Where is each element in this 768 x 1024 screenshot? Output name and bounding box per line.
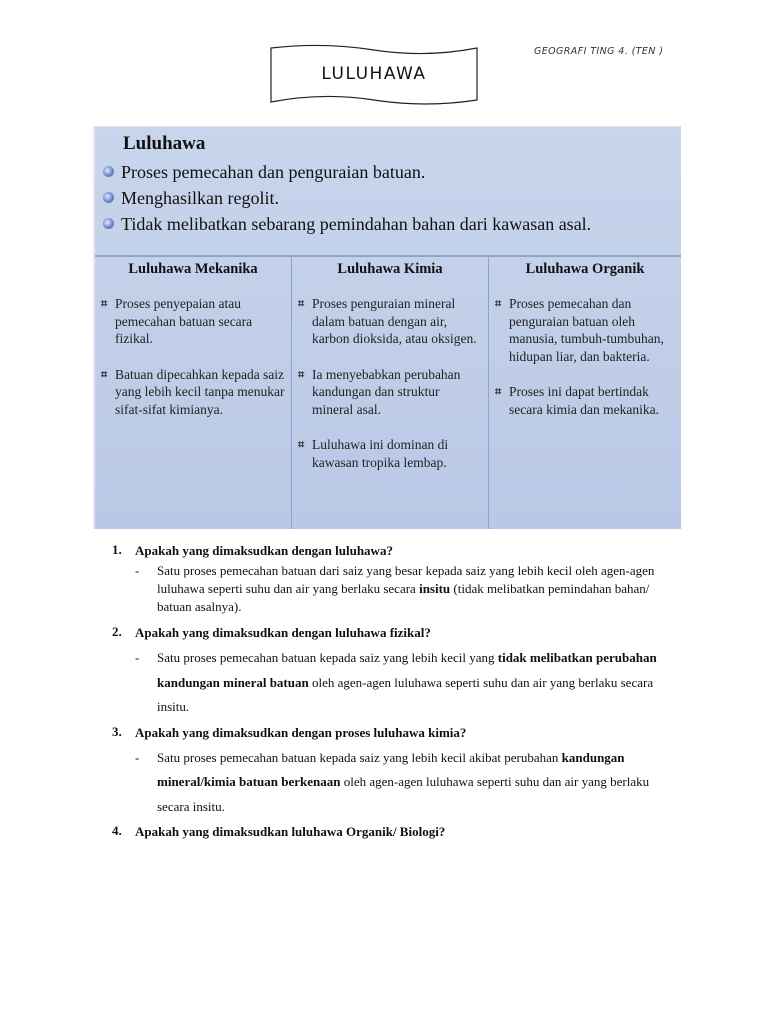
list-item-text: Proses ini dapat bertindak secara kimia dan mekanika. — [509, 384, 659, 417]
luluhawa-summary-panel — [93, 126, 681, 529]
summary-bullet-list — [101, 159, 591, 237]
hash-bullet-icon: ⌗ — [298, 439, 305, 451]
list-item-text: Proses penguraian mineral dalam batuan dengan air, karbon dioksida, atau oksigen. — [312, 296, 477, 346]
list-item — [495, 383, 677, 418]
answer-part: oleh agen-agen luluhawa seperti suhu dan air yang berlaku secara insitu. — [157, 774, 650, 814]
summary-bullet — [101, 185, 591, 211]
panel-heading: Luluhawa — [123, 133, 206, 154]
list-item-text: Luluhawa ini dominan di kawasan tropika lembap. — [312, 437, 449, 470]
column-title: Luluhawa Organik — [525, 261, 645, 277]
weathering-types-table — [95, 257, 681, 529]
summary-bullet — [101, 159, 591, 185]
question-number: 4. — [112, 823, 122, 838]
answer-part: Satu proses pemecahan batuan kepada saiz yang lebih kecil yang — [157, 650, 498, 665]
summary-bullet-text: Proses pemecahan dan penguraian batuan. — [121, 162, 426, 182]
question-text: Apakah yang dimaksudkan luluhawa Organik/ Biologi? — [135, 824, 446, 839]
answer-emphasis: tidak melibatkan perubahan kandungan mineral batuan — [157, 650, 657, 690]
header-note: GEOGRAFI TING 4. (TEN ) — [534, 46, 664, 57]
question-item — [112, 724, 682, 820]
answer-part: oleh agen-agen luluhawa seperti suhu dan air yang berlaku secara insitu. — [157, 674, 654, 714]
hash-bullet-icon: ⌗ — [495, 298, 502, 310]
list-item — [101, 295, 287, 348]
panel-summary — [95, 127, 681, 255]
title-banner — [268, 42, 480, 108]
list-item — [298, 295, 484, 348]
answer-text — [135, 746, 682, 820]
answer-part: Satu proses pemecahan batuan kepada saiz yang lebih kecil akibat perubahan — [157, 749, 562, 765]
answer-text — [135, 646, 682, 720]
list-item — [495, 295, 677, 365]
column-item-list — [495, 295, 677, 436]
summary-bullet-text: Tidak melibatkan sebarang pemindahan bahan dari kawasan asal. — [121, 214, 592, 234]
answer-text — [135, 562, 682, 616]
question-text: Apakah yang dimaksudkan dengan proses luluhawa kimia? — [135, 724, 467, 740]
list-item-text: Proses penyepaian atau pemecahan batuan secara fizikal. — [115, 296, 253, 346]
question-number: 1. — [112, 542, 122, 557]
question-item — [112, 823, 682, 841]
round-bullet-icon — [103, 166, 114, 177]
question-item — [112, 624, 682, 720]
column-item-list — [298, 295, 484, 489]
summary-bullet — [101, 211, 591, 237]
column-item-list — [101, 295, 287, 436]
list-item — [298, 436, 484, 471]
column-kimia — [292, 257, 488, 529]
question-list — [112, 542, 682, 841]
hash-bullet-icon: ⌗ — [298, 368, 305, 381]
question-text: Apakah yang dimaksudkan dengan luluhawa? — [135, 543, 393, 558]
answer-dash: - — [135, 563, 140, 578]
list-item-text: Proses pemecahan dan penguraian batuan oleh manusia, tumbuh-tumbuhan, hidupan liar, dan bakteria. — [509, 296, 664, 364]
list-item — [298, 366, 484, 419]
round-bullet-icon — [103, 192, 114, 203]
answer-part: (tidak melibatkan pemindahan bahan/ batuan asalnya). — [157, 581, 650, 614]
answer-dash: - — [135, 650, 140, 665]
summary-bullet-text: Menghasilkan regolit. — [121, 188, 279, 208]
question-number: 3. — [112, 723, 122, 739]
hash-bullet-icon: ⌗ — [101, 368, 108, 381]
answer-emphasis: kandungan mineral/kimia batuan berkenaan — [157, 749, 625, 789]
page-title: LULUHAWA — [321, 64, 427, 84]
round-bullet-icon — [103, 218, 114, 229]
answer-dash: - — [135, 749, 140, 765]
column-organik — [489, 257, 681, 529]
column-title: Luluhawa Kimia — [337, 261, 443, 277]
answer-emphasis: insitu — [419, 581, 451, 596]
list-item-text: Batuan dipecahkan kepada saiz yang lebih kecil tanpa menukar sifat-sifat kimianya. — [115, 366, 285, 417]
hash-bullet-icon: ⌗ — [495, 386, 502, 398]
answer-part: Satu proses pemecahan batuan dari saiz yang besar kepada saiz yang lebih kecil oleh agen-agen luluhawa seperti suhu dan air yang berlaku secara — [157, 563, 655, 596]
question-text: Apakah yang dimaksudkan dengan luluhawa fizikal? — [135, 625, 431, 640]
column-mekanika — [95, 257, 291, 529]
list-item — [101, 366, 287, 419]
question-item — [112, 542, 682, 616]
hash-bullet-icon: ⌗ — [101, 298, 108, 310]
hash-bullet-icon: ⌗ — [298, 298, 305, 310]
column-title: Luluhawa Mekanika — [128, 261, 258, 277]
question-number: 2. — [112, 624, 122, 639]
list-item-text: Ia menyebabkan perubahan kandungan dan struktur mineral asal. — [312, 366, 461, 417]
